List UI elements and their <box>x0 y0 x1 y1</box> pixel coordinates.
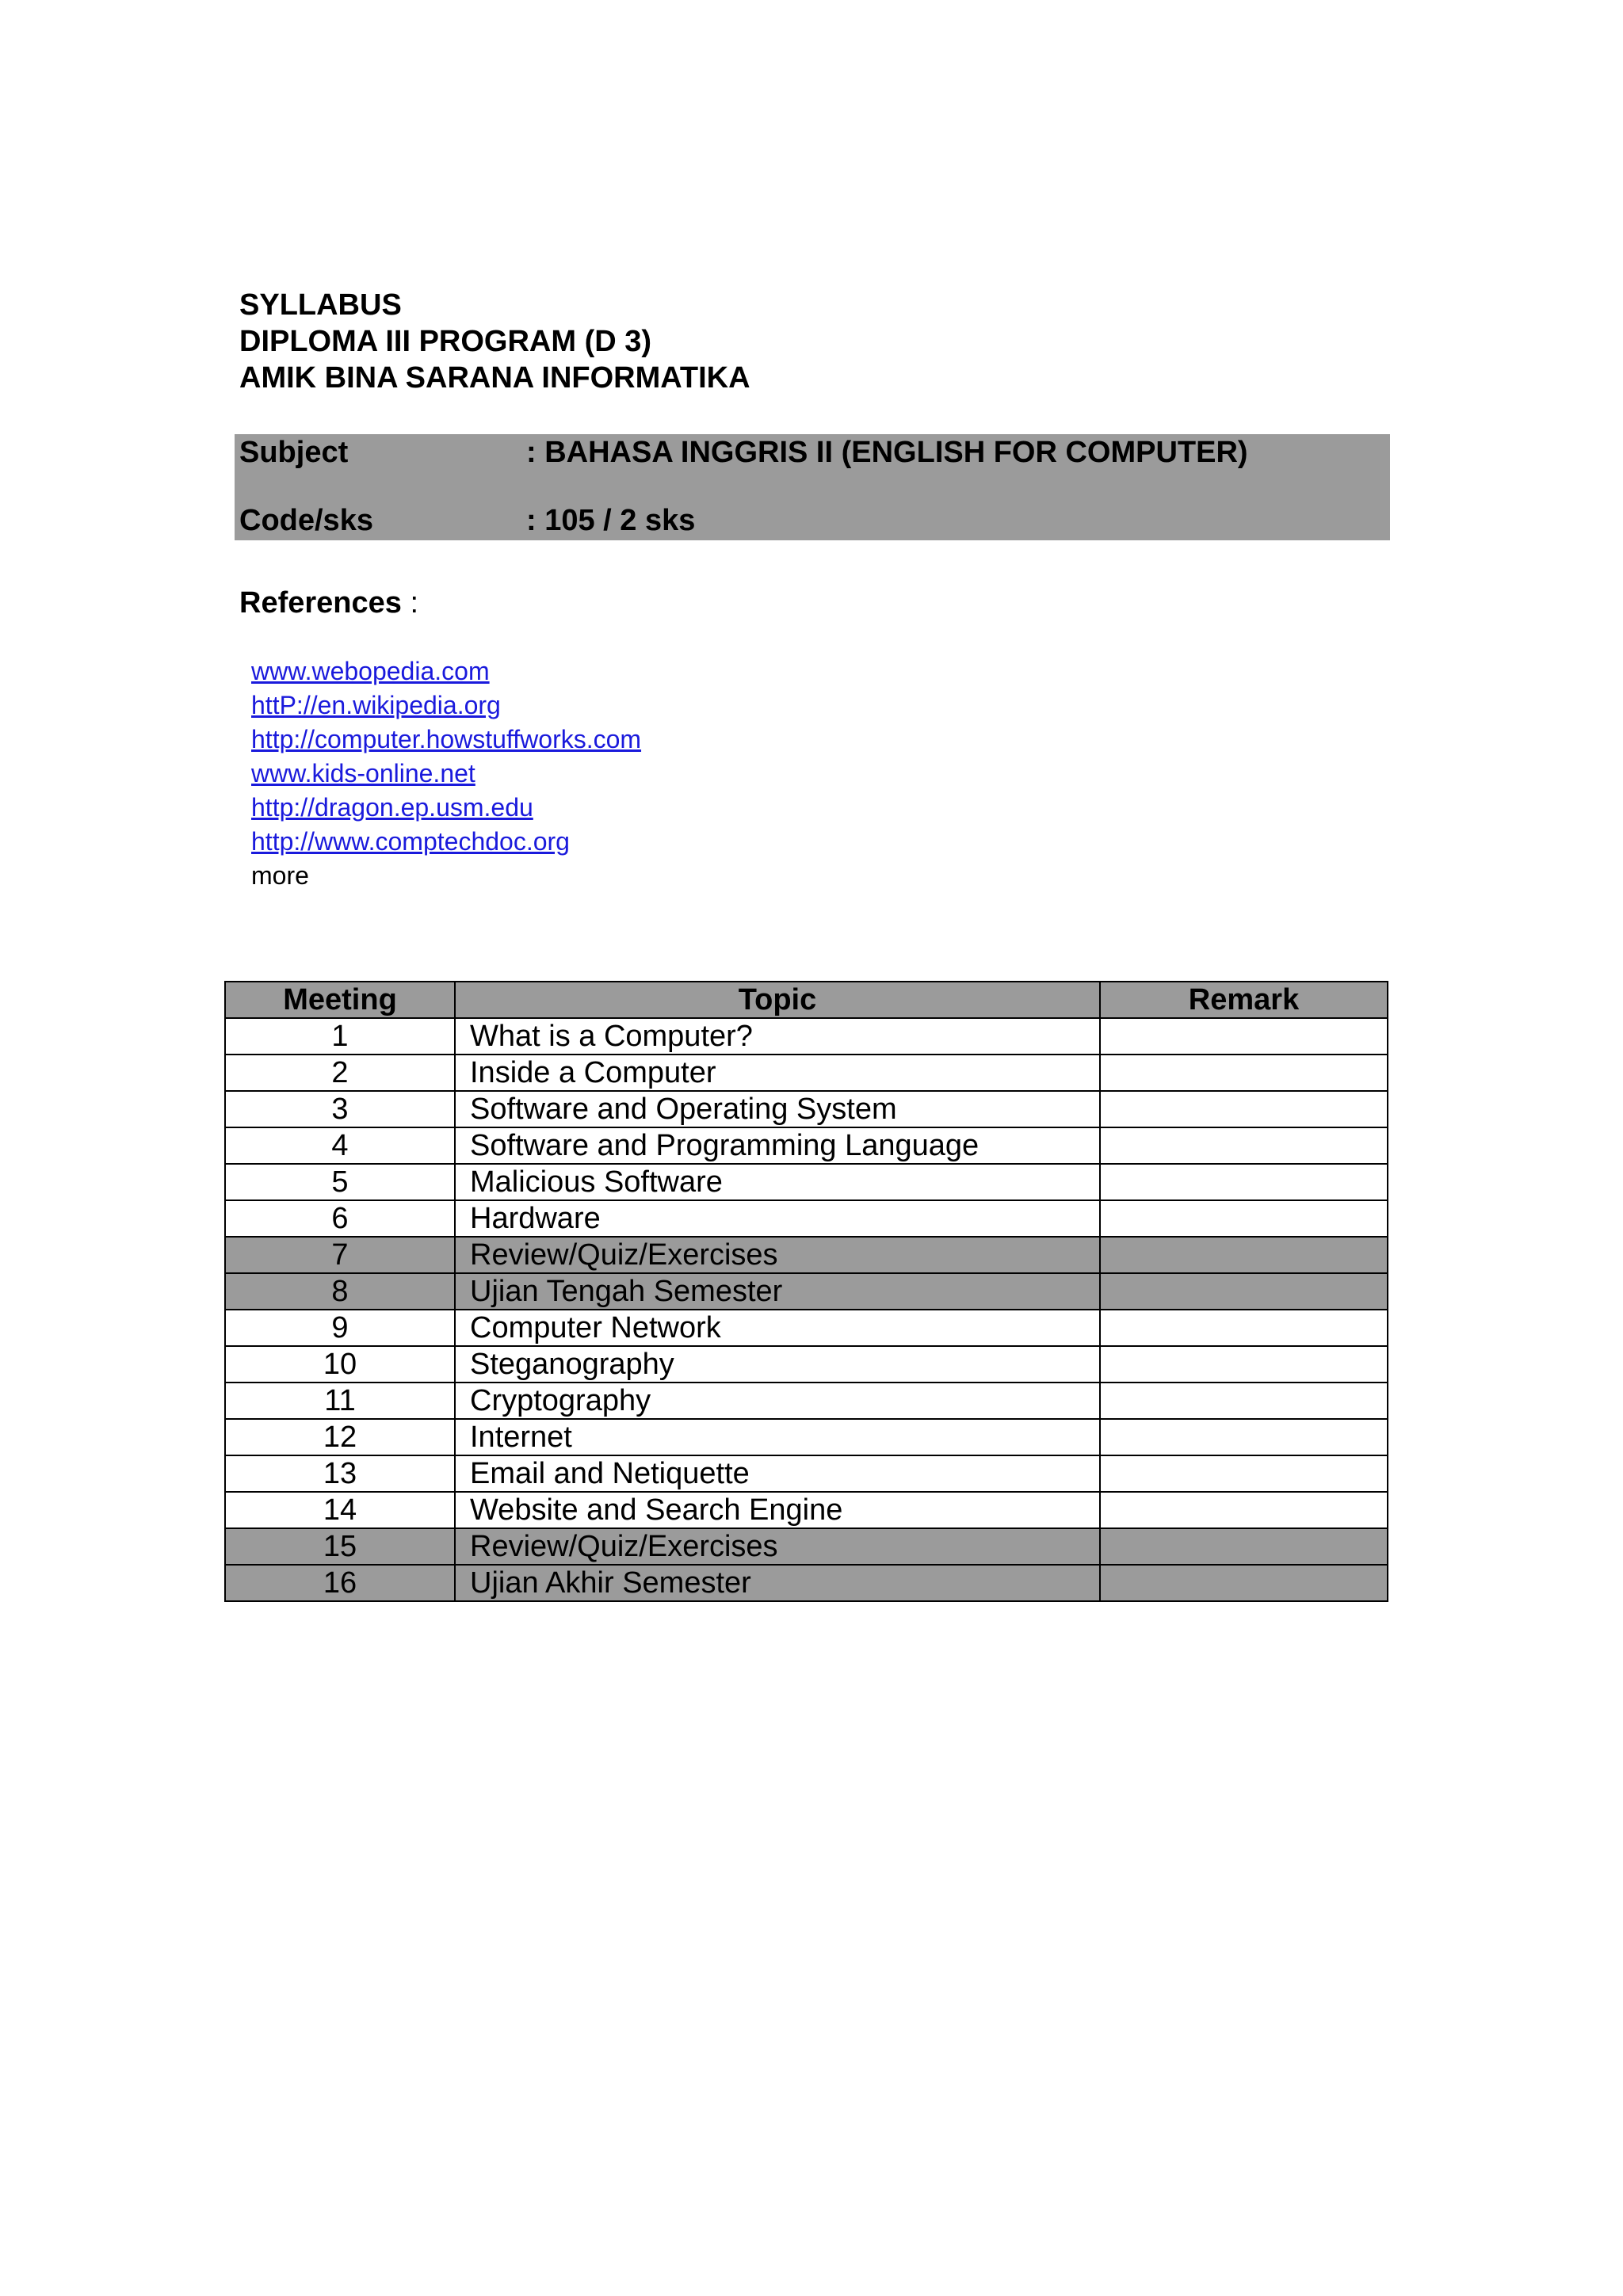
remark-cell <box>1100 1273 1388 1310</box>
table-row <box>225 1346 1388 1383</box>
remark-cell <box>1100 1055 1388 1091</box>
table-body <box>225 1018 1388 1601</box>
table-row <box>225 1528 1388 1565</box>
topic-cell: Ujian Tengah Semester <box>455 1273 1100 1310</box>
meeting-number-cell: 15 <box>225 1528 455 1565</box>
reference-link[interactable]: http://www.comptechdoc.org <box>251 827 570 856</box>
topic-cell: Steganography <box>455 1346 1100 1383</box>
column-header-meeting: Meeting <box>225 982 455 1018</box>
remark-cell <box>1100 1200 1388 1237</box>
subject-value: : BAHASA INGGRIS II (ENGLISH FOR COMPUTER) <box>526 436 1248 469</box>
meeting-number-cell: 16 <box>225 1565 455 1601</box>
reference-link[interactable]: www.kids-online.net <box>251 759 475 788</box>
table-row <box>225 1383 1388 1419</box>
topic-cell: Hardware <box>455 1200 1100 1237</box>
remark-cell <box>1100 1310 1388 1346</box>
subject-row <box>239 434 1248 471</box>
topic-cell: What is a Computer? <box>455 1018 1100 1055</box>
meeting-number-cell: 12 <box>225 1419 455 1455</box>
meeting-number-cell: 11 <box>225 1383 455 1419</box>
references-list <box>251 654 641 893</box>
topic-cell: Cryptography <box>455 1383 1100 1419</box>
topic-cell: Ujian Akhir Semester <box>455 1565 1100 1601</box>
topic-cell: Malicious Software <box>455 1164 1100 1200</box>
remark-cell <box>1100 1237 1388 1273</box>
remark-cell <box>1100 1455 1388 1492</box>
reference-link[interactable]: httP://en.wikipedia.org <box>251 691 501 719</box>
header-line-program: DIPLOMA III PROGRAM (D 3) <box>239 325 652 358</box>
topic-cell: Software and Programming Language <box>455 1127 1100 1164</box>
table-row <box>225 1055 1388 1091</box>
reference-link[interactable]: http://computer.howstuffworks.com <box>251 725 642 753</box>
table-row <box>225 1419 1388 1455</box>
header-line-syllabus: SYLLABUS <box>239 288 402 322</box>
header-line-institution: AMIK BINA SARANA INFORMATIKA <box>239 361 750 395</box>
table-row <box>225 1200 1388 1237</box>
remark-cell <box>1100 1091 1388 1127</box>
meeting-number-cell: 2 <box>225 1055 455 1091</box>
topic-cell: Review/Quiz/Exercises <box>455 1237 1100 1273</box>
topic-cell: Computer Network <box>455 1310 1100 1346</box>
topic-cell: Software and Operating System <box>455 1091 1100 1127</box>
code-row <box>239 502 695 539</box>
table-row <box>225 1565 1388 1601</box>
meeting-number-cell: 10 <box>225 1346 455 1383</box>
subject-info-box <box>235 434 1390 540</box>
topic-cell: Inside a Computer <box>455 1055 1100 1091</box>
document-header <box>239 287 750 396</box>
references-label: References <box>239 586 402 620</box>
code-label: Code/sks <box>239 504 373 537</box>
table-row <box>225 1091 1388 1127</box>
remark-cell <box>1100 1565 1388 1601</box>
reference-link[interactable]: http://dragon.ep.usm.edu <box>251 793 533 822</box>
remark-cell <box>1100 1346 1388 1383</box>
table-header-row <box>225 982 1388 1018</box>
topic-cell: Email and Netiquette <box>455 1455 1100 1492</box>
references-heading <box>239 585 418 621</box>
meeting-number-cell: 7 <box>225 1237 455 1273</box>
table-row <box>225 1492 1388 1528</box>
meeting-number-cell: 1 <box>225 1018 455 1055</box>
table-row <box>225 1455 1388 1492</box>
remark-cell <box>1100 1127 1388 1164</box>
remark-cell <box>1100 1528 1388 1565</box>
table-row <box>225 1164 1388 1200</box>
meeting-number-cell: 5 <box>225 1164 455 1200</box>
meeting-number-cell: 9 <box>225 1310 455 1346</box>
topic-cell: Website and Search Engine <box>455 1492 1100 1528</box>
meeting-number-cell: 3 <box>225 1091 455 1127</box>
meeting-schedule-table <box>224 981 1388 1602</box>
meeting-number-cell: 4 <box>225 1127 455 1164</box>
remark-cell <box>1100 1419 1388 1455</box>
table-row <box>225 1273 1388 1310</box>
remark-cell <box>1100 1492 1388 1528</box>
column-header-topic: Topic <box>455 982 1100 1018</box>
meeting-number-cell: 8 <box>225 1273 455 1310</box>
table-row <box>225 1237 1388 1273</box>
references-colon: : <box>401 586 419 620</box>
reference-link[interactable]: www.webopedia.com <box>251 657 490 685</box>
remark-cell <box>1100 1018 1388 1055</box>
column-header-remark: Remark <box>1100 982 1388 1018</box>
code-value: : 105 / 2 sks <box>526 504 696 537</box>
remark-cell <box>1100 1164 1388 1200</box>
topic-cell: Internet <box>455 1419 1100 1455</box>
subject-label: Subject <box>239 436 349 469</box>
table-row <box>225 1018 1388 1055</box>
meeting-number-cell: 6 <box>225 1200 455 1237</box>
topic-cell: Review/Quiz/Exercises <box>455 1528 1100 1565</box>
meeting-number-cell: 14 <box>225 1492 455 1528</box>
references-more: more <box>251 861 309 890</box>
meeting-number-cell: 13 <box>225 1455 455 1492</box>
remark-cell <box>1100 1383 1388 1419</box>
table-row <box>225 1310 1388 1346</box>
table-row <box>225 1127 1388 1164</box>
